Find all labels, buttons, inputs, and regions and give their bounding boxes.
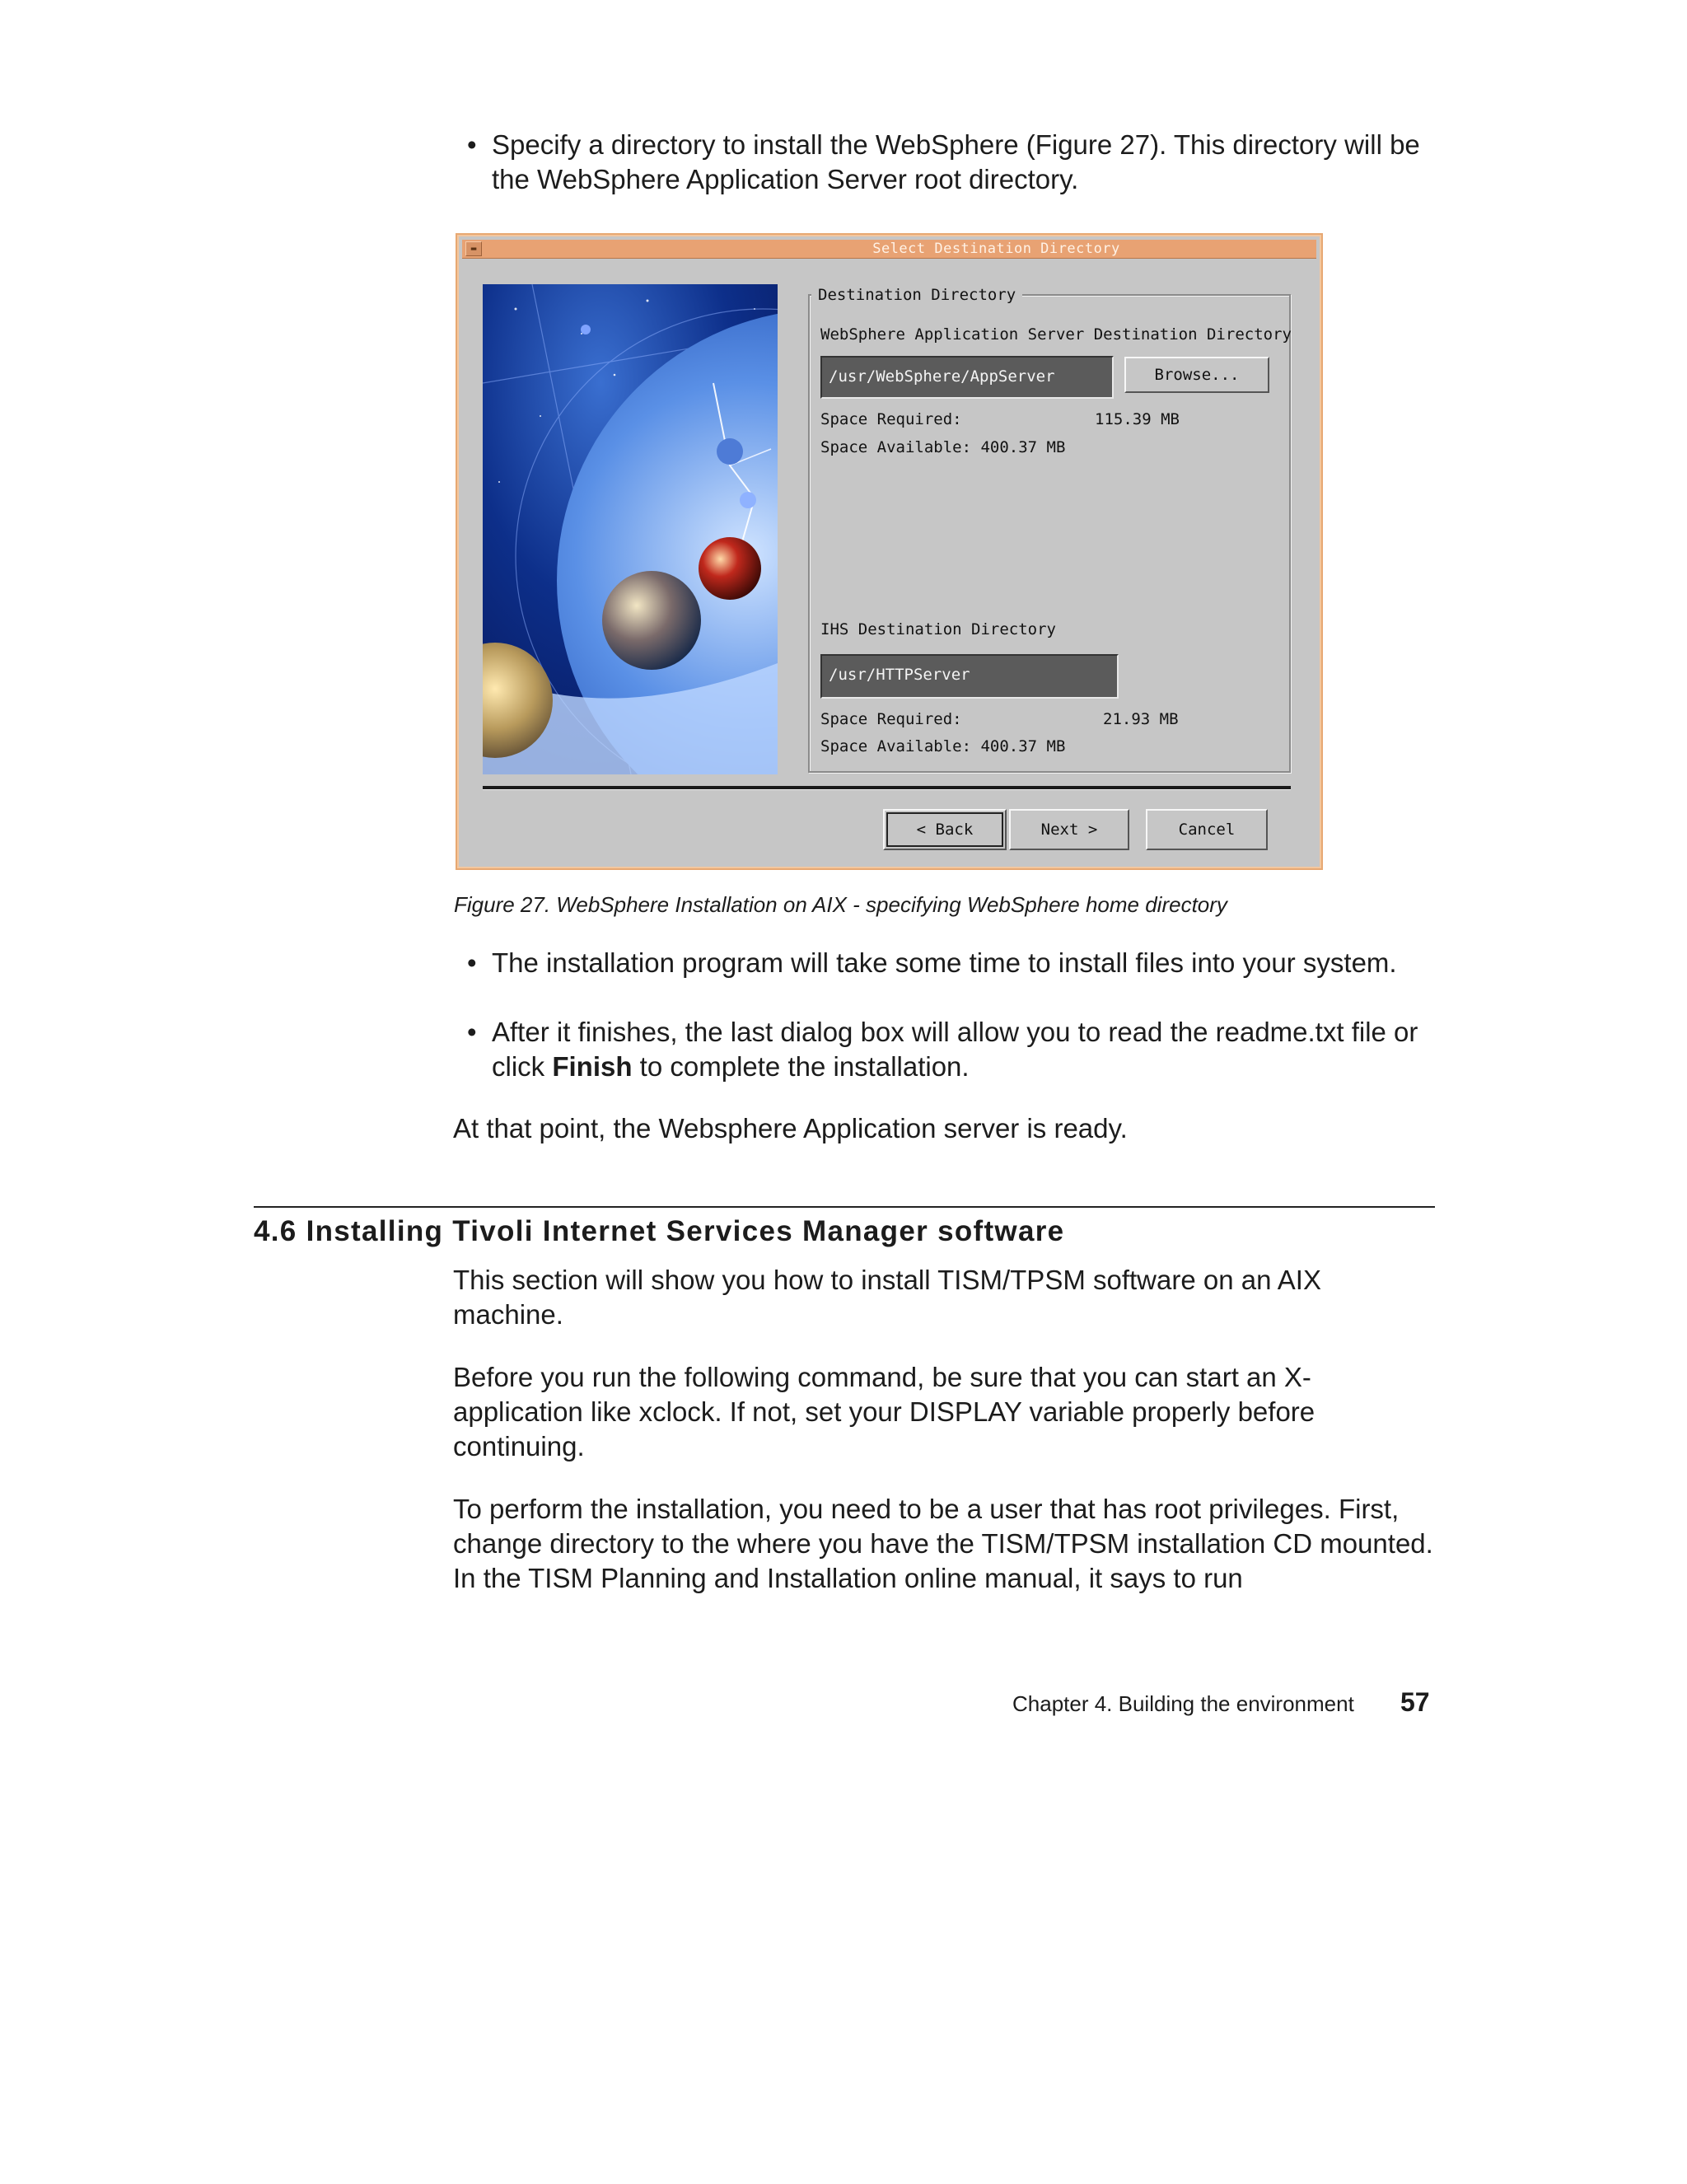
was-space-required-value: 115.39 MB xyxy=(1095,410,1180,428)
figure-caption: Figure 27. WebSphere Installation on AIX - specifying WebSphere home directory xyxy=(454,892,1227,917)
installer-space-artwork xyxy=(483,284,778,774)
paragraph-display: Before you run the following command, be sure that you can start an X-application like xclock. If not, set your DISPLAY variable properly before continuing. xyxy=(453,1362,1315,1461)
section-rule xyxy=(254,1206,1435,1208)
page-number: 57 xyxy=(1400,1687,1430,1717)
bullet-dot: • xyxy=(467,1017,477,1047)
footer-chapter: Chapter 4. Building the environment xyxy=(1012,1691,1354,1716)
ihs-space-required-value: 21.93 MB xyxy=(1103,710,1179,728)
paragraph-ready: At that point, the Websphere Application server is ready. xyxy=(453,1113,1128,1143)
ihs-space-available: Space Available: 400.37 MB xyxy=(820,737,1066,755)
select-destination-dialog xyxy=(456,233,1323,870)
finish-emphasis: Finish xyxy=(552,1051,633,1082)
bullet-text-suffix: to complete the installation. xyxy=(632,1051,970,1082)
window-menu-icon[interactable]: ▬ xyxy=(465,241,482,256)
was-space-available: Space Available: 400.37 MB xyxy=(820,438,1066,456)
dialog-titlebar xyxy=(462,240,1316,259)
ihs-space-required-label: Space Required: xyxy=(820,710,962,728)
dialog-title: Select Destination Directory xyxy=(872,241,1120,257)
bullet-text: Specify a directory to install the WebSphere (Figure 27). This directory will be the WebSphere Application Server root directory. xyxy=(492,129,1420,194)
group-title: Destination Directory xyxy=(811,286,1022,304)
dialog-separator xyxy=(483,786,1291,790)
paragraph-intro: This section will show you how to install TISM/TPSM software on an AIX machine. xyxy=(453,1265,1321,1330)
was-directory-label: WebSphere Application Server Destination Directory xyxy=(820,325,1292,344)
section-heading: 4.6 Installing Tivoli Internet Services Manager software xyxy=(254,1215,1065,1247)
paragraph-root-privileges: To perform the installation, you need to be a user that has root privileges. First, change directory to the where you have the TISM/TPSM installation CD mounted. In the TISM Planning and Installation online manual, it says to run xyxy=(453,1494,1433,1593)
next-button[interactable]: Next > xyxy=(1009,809,1129,850)
bullet-text: The installation program will take some time to install files into your system. xyxy=(492,947,1397,978)
bullet-text-prefix: After it finishes, the last dialog box will allow you to read the readme.txt file or click xyxy=(492,1017,1418,1082)
bullet-text xyxy=(492,1015,1439,1084)
ihs-directory-input[interactable]: /usr/HTTPServer xyxy=(820,654,1119,699)
cancel-button[interactable]: Cancel xyxy=(1146,809,1268,850)
was-space-required-label: Space Required: xyxy=(820,410,962,428)
bullet-dot: • xyxy=(467,129,477,160)
back-button[interactable]: < Back xyxy=(883,809,1007,850)
browse-button[interactable]: Browse... xyxy=(1124,357,1269,393)
was-directory-input[interactable]: /usr/WebSphere/AppServer xyxy=(820,356,1114,399)
bullet-dot: • xyxy=(467,947,477,978)
ihs-directory-label: IHS Destination Directory xyxy=(820,620,1056,638)
